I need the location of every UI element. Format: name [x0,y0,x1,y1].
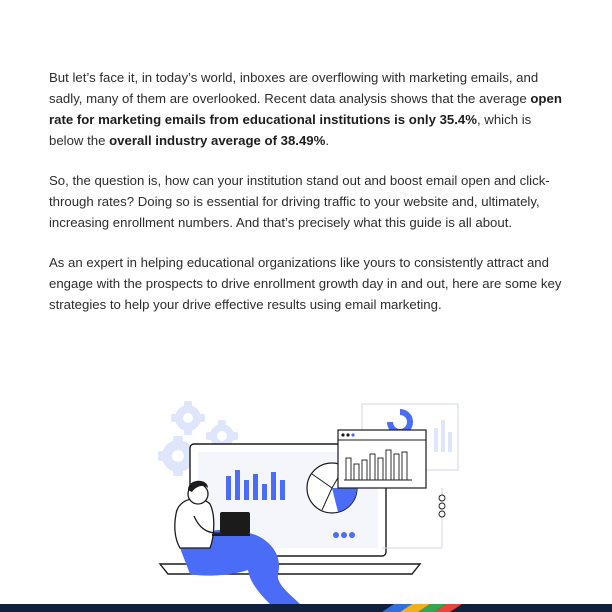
paragraph-3: As an expert in helping educational organizations like yours to consistently attract and engage with the prospects to drive enrollment growth day in and out, here are some key strategies to help your drive effective results using email marketing. [49,255,562,312]
gear-icon [171,401,205,435]
paragraph-2: So, the question is, how can your institution stand out and boost email open and click-through rates? Doing so is essential for driving traffic to your website and, ultimately, increasing enrollment numbers. And that’s precisely what this guide is all about. [49,173,550,230]
industry-average-highlight: overall industry average of 38.49% [109,133,326,148]
browser-window [338,430,426,488]
open-rate-highlight: open rate for marketing emails from educational institutions is only 35.4% [49,91,562,127]
paragraph-1 [49,67,569,151]
paragraph-1-part-c: , which is below the [49,112,532,148]
connector-line [382,488,445,548]
brand-stripes [382,604,462,612]
paragraph-1-part-e: . [325,133,330,148]
paragraph-1-part-a: But let’s face it, in today’s world, inboxes are overflowing with marketing emails, and sadly, many of them are overlooked. Recent data analysis shows that the average [49,70,539,106]
body-text [49,67,569,334]
footer-bar [0,604,612,612]
email-analytics-illustration [150,398,470,604]
